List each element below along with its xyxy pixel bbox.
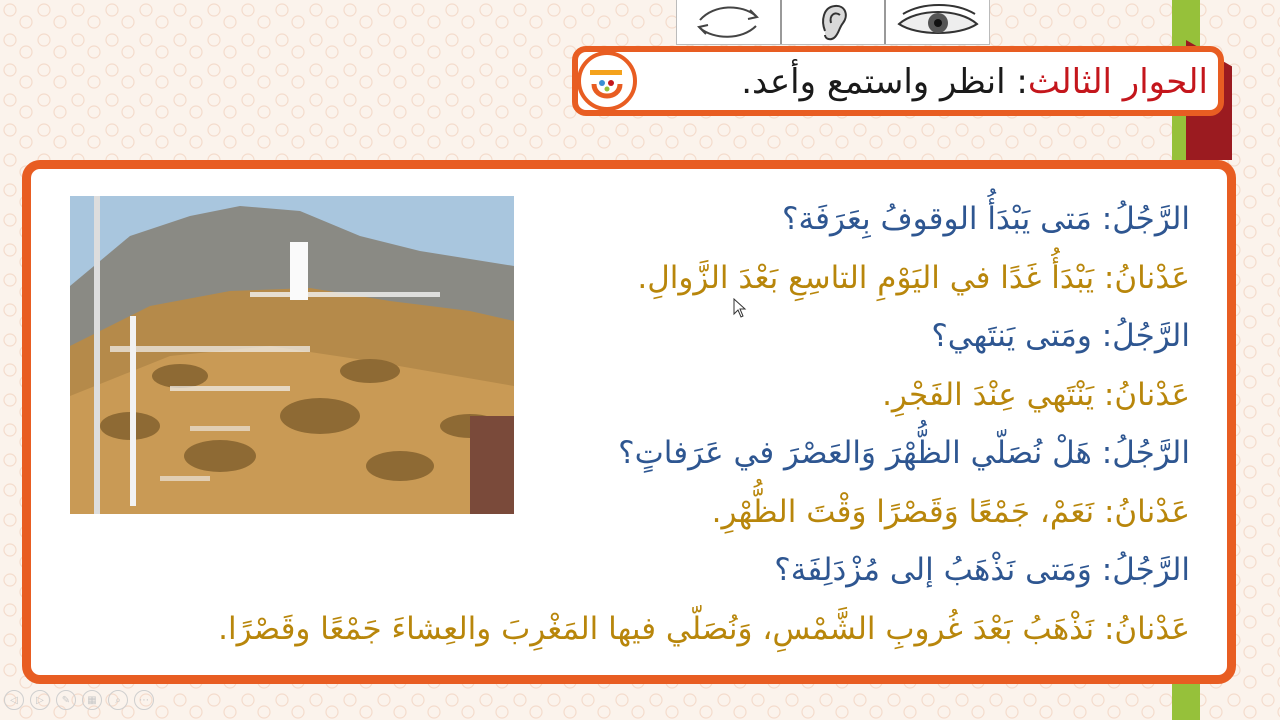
slides-grid-icon[interactable]: ▦ bbox=[82, 690, 102, 710]
instruction-text: : انظر واستمع وأعد. bbox=[741, 62, 1028, 102]
eye-icon[interactable] bbox=[886, 0, 989, 44]
app-logo bbox=[576, 50, 638, 112]
dialogue-line-7: الرَّجُلُ: وَمَتى نَذْهَبُ إلى مُزْدَلِفَة؟ bbox=[774, 552, 1190, 588]
previous-slide-icon[interactable]: ◁ bbox=[4, 690, 24, 710]
dialogue-line-6: عَدْنانُ: نَعَمْ، جَمْعًا وَقَصْرًا وَقْتَ الظُّهْرِ. bbox=[711, 493, 1190, 530]
dialogue-line-5: الرَّجُلُ: هَلْ نُصَلّي الظُّهْرَ وَالعَصْرَ في عَرَفاتٍ؟ bbox=[618, 435, 1190, 471]
activity-icons bbox=[676, 0, 990, 45]
dialogue-line-4: عَدْنانُ: يَنْتَهي عِنْدَ الفَجْرِ. bbox=[882, 376, 1190, 413]
zoom-icon[interactable]: ⌕ bbox=[108, 690, 128, 710]
dialogue-list bbox=[130, 190, 1190, 658]
dialogue-line-2: عَدْنانُ: يَبْدَأُ غَدًا في اليَوْمِ التاسِعِ بَعْدَ الزَّوالِ. bbox=[637, 259, 1190, 296]
mouse-cursor-icon bbox=[733, 298, 747, 318]
dialogue-number: الحوار الثالث bbox=[1027, 62, 1208, 102]
dialogue-line-1: الرَّجُلُ: مَتى يَبْدَأُ الوقوفُ بِعَرَفَة؟ bbox=[782, 201, 1190, 237]
section-title-bar bbox=[572, 46, 1224, 116]
more-options-icon[interactable]: ⋯ bbox=[134, 690, 154, 710]
pen-tool-icon[interactable]: ✎ bbox=[56, 690, 76, 710]
next-slide-icon[interactable]: ▷ bbox=[30, 690, 50, 710]
section-title bbox=[741, 62, 1208, 102]
dialogue-line-8: عَدْنانُ: نَذْهَبُ بَعْدَ غُروبِ الشَّمْسِ، وَنُصَلّي فيها المَغْرِبَ والعِشاءَ جَمْعًا وقَصْرًا. bbox=[218, 610, 1190, 647]
arrows-cycle-icon[interactable] bbox=[677, 0, 782, 44]
ear-icon[interactable] bbox=[782, 0, 887, 44]
dialogue-line-3: الرَّجُلُ: ومَتى يَنتَهي؟ bbox=[931, 318, 1190, 354]
slideshow-controls bbox=[4, 690, 154, 710]
